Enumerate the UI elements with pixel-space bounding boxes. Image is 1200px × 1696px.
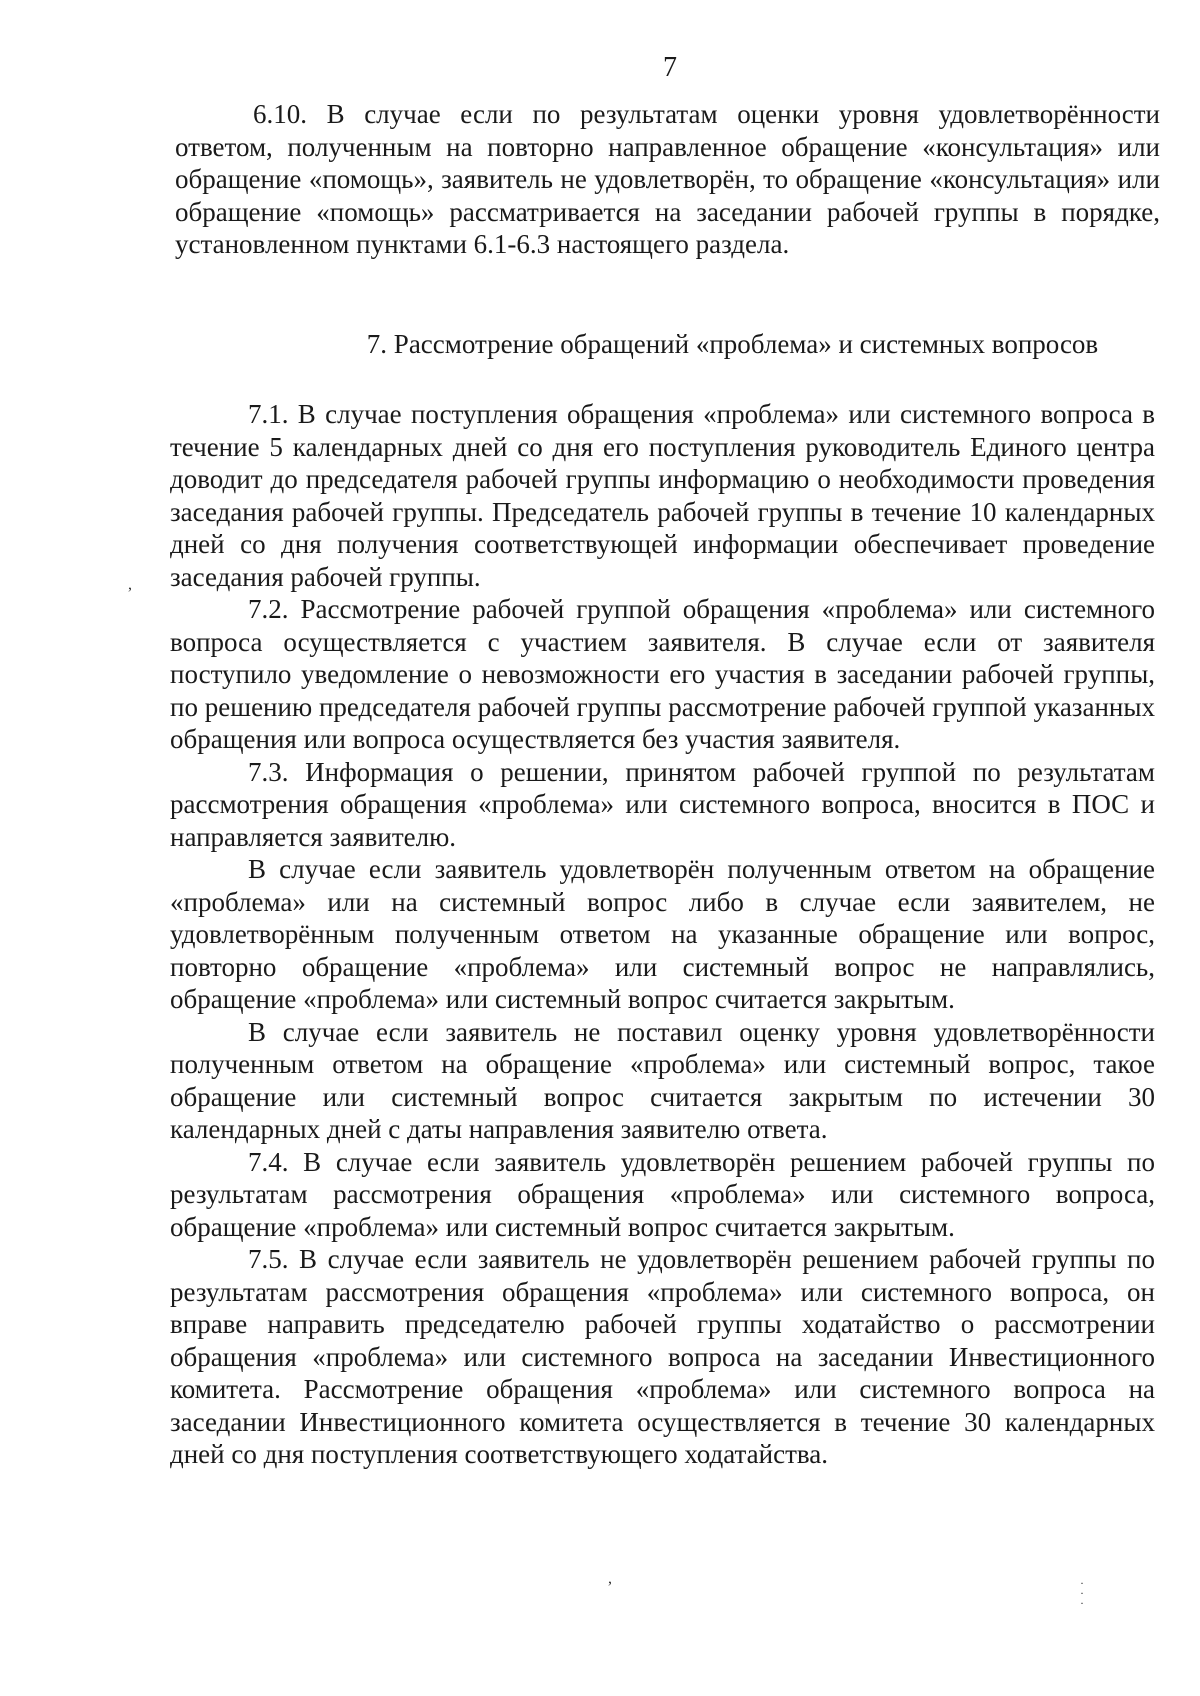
paragraph-7-3: 7.3. Информация о решении, принятом рабочей группой по результатам рассмотрения обращения «проблема» или системного вопроса, вносится в ПОС и направляется заявителю. [170, 756, 1155, 852]
section-7-body [170, 398, 1155, 1471]
paragraph-7-3-closed: В случае если заявитель удовлетворён полученным ответом на обращение «проблема» или на системный вопрос либо в случае если заявителем, не удовлетворённым полученным ответом на указанные обращение или вопрос, повторно обращение «проблема» или системный вопрос не направлялись, обращение «проблема» или системный вопрос считается закрытым. [170, 854, 1155, 1014]
paragraph-7-1: 7.1. В случае поступления обращения «проблема» или системного вопроса в течение 5 календарных дней со дня его поступления руководитель Единого центра доводит до председателя рабочей группы информацию о необходимости проведения заседания рабочей группы. Председатель рабочей группы в течение 10 календарных дней со дня получения соответствующей информации обеспечивает проведение заседания рабочей группы. [170, 399, 1155, 592]
paragraph-6-10: 6.10. В случае если по результатам оценки уровня удовлетворённости ответом, полученным на повторно направленное обращение «консультация» или обращение «помощь», заявитель не удовлетворён, то обращение «консультация» или обращение «помощь» рассматривается на заседании рабочей группы в порядке, установленном пунктами 6.1-6.3 настоящего раздела. [175, 99, 1160, 259]
section-6-continuation [175, 98, 1160, 261]
paragraph-7-2: 7.2. Рассмотрение рабочей группой обращения «проблема» или системного вопроса осуществляется с участием заявителя. В случае если от заявителя поступило уведомление о невозможности его участия в заседании рабочей группы, по решению председателя рабочей группы рассмотрение рабочей группой указанных обращения или вопроса осуществляется без участия заявителя. [170, 594, 1155, 754]
paragraph-7-4: 7.4. В случае если заявитель удовлетворён решением рабочей группы по результатам рассмотрения обращения «проблема» или системного вопроса, обращение «проблема» или системный вопрос считается закрытым. [170, 1146, 1155, 1242]
paragraph-7-5: 7.5. В случае если заявитель не удовлетворён решением рабочей группы по результатам рассмотрения обращения «проблема» или системного вопроса, он вправе направить председателю рабочей группы ходатайство о рассмотрении обращения «проблема» или системного вопроса на заседании Инвестиционного комитета. Рассмотрение обращения «проблема» или системного вопроса на заседании Инвестиционного комитета осуществляется в течение 30 календарных дней со дня поступления соответствующего ходатайства. [170, 1244, 1155, 1469]
scan-speck: , [128, 576, 132, 593]
section-7-title: 7. Рассмотрение обращений «проблема» и системных вопросов [366, 329, 1099, 359]
scan-speck: · · · [1080, 1576, 1084, 1610]
section-7-heading-wrapper [240, 328, 1200, 361]
paragraph-7-3-no-rating: В случае если заявитель не поставил оценку уровня удовлетворённости полученным ответом на обращение «проблема» или системный вопрос, такое обращение или системный вопрос считается закрытым по истечении 30 календарных дней с даты направления заявителю ответа. [170, 1016, 1155, 1144]
page-number: 7 [663, 52, 677, 83]
scan-speck: , [608, 1570, 612, 1587]
